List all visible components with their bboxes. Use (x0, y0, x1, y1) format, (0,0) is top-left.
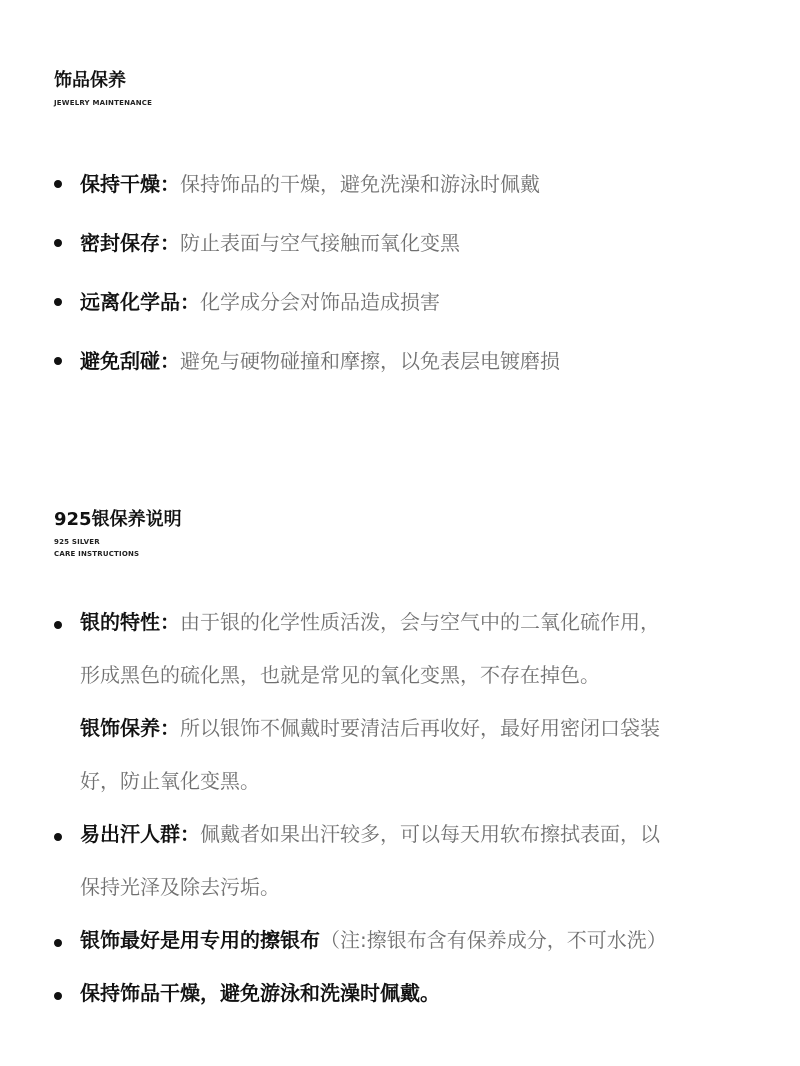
bullet-icon (54, 357, 62, 365)
subtitle-line: 925 SILVER (54, 538, 100, 546)
subtitle-line: CARE INSTRUCTIONS (54, 550, 140, 558)
bullet-icon (54, 180, 62, 188)
bullet-icon (54, 833, 62, 841)
bullet-icon (54, 621, 62, 629)
item-text: 化学成分会对饰品造成损害 (200, 290, 440, 314)
item-text: 避免与硬物碰撞和摩擦，以免表层电镀磨损 (180, 349, 560, 373)
item-text: 所以银饰不佩戴时要清洁后再收好，最好用密闭口袋装 (180, 716, 660, 740)
bullet-icon (54, 239, 62, 247)
bullet-icon (54, 992, 62, 1000)
item-label: 易出汗人群： (80, 822, 200, 846)
item-text: 保持饰品的干燥，避免洗澡和游泳时佩戴 (180, 172, 540, 196)
section-title-silver: 925银保养说明 (54, 509, 182, 530)
item-label: 密封保存： (80, 231, 180, 255)
item-text: 保持光泽及除去污垢。 (80, 875, 280, 899)
section-title-maintenance: 饰品保养 (54, 70, 126, 91)
item-text: 形成黑色的硫化黑，也就是常见的氧化变黑，不存在掉色。 (80, 663, 600, 687)
section-subtitle-maintenance: JEWELRY MAINTENANCE (54, 99, 153, 107)
item-label: 银饰最好是用专用的擦银布 (80, 928, 320, 952)
bullet-icon (54, 298, 62, 306)
item-text: 好，防止氧化变黑。 (80, 769, 260, 793)
item-text: 防止表面与空气接触而氧化变黑 (180, 231, 460, 255)
item-label: 远离化学品： (80, 290, 200, 314)
item-label: 保持干燥： (80, 172, 180, 196)
item-note: （注:擦银布含有保养成分，不可水洗） (320, 928, 667, 952)
item-label: 避免刮碰： (80, 349, 180, 373)
section-subtitle-silver (54, 536, 139, 560)
item-text: 由于银的化学性质活泼，会与空气中的二氧化硫作用， (180, 610, 660, 634)
item-label: 保持饰品干燥，避免游泳和洗澡时佩戴。 (80, 981, 440, 1005)
bullet-icon (54, 939, 62, 947)
item-label: 银的特性： (80, 610, 180, 634)
item-text: 佩戴者如果出汗较多，可以每天用软布擦拭表面，以 (200, 822, 660, 846)
item-label: 银饰保养： (80, 716, 180, 740)
